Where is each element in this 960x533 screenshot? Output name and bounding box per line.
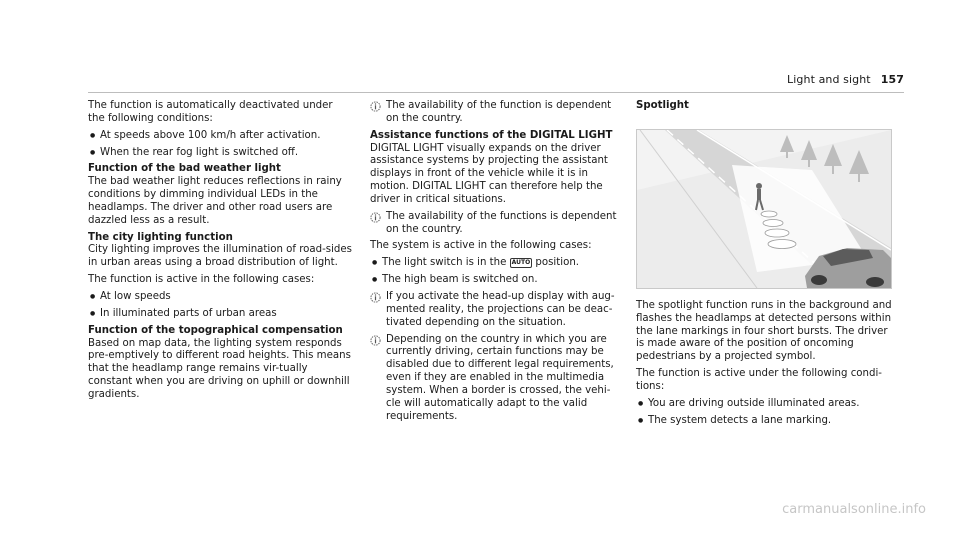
note-head-up-display bbox=[370, 291, 624, 330]
info-note-icon bbox=[370, 335, 381, 351]
list-item: ● The system detects a lane marking. bbox=[636, 415, 894, 428]
city-active-intro: The function is active in the following cases: bbox=[88, 274, 315, 286]
list-item: ● At low speeds bbox=[88, 291, 352, 304]
city-lighting-heading: The city lighting function bbox=[88, 231, 233, 243]
note-text: Depending on the country in which you are currently driving, certain functions may be disabled due to different legal requirements, even if they are enabled in the multimedia system. When a border is crossed, the vehi-cle will automatically adapt to the valid requirements. bbox=[386, 333, 614, 422]
page-header bbox=[787, 73, 904, 86]
info-note-icon bbox=[370, 212, 381, 228]
city-lighting-text: City lighting improves the illumination of road-sides in urban areas using a broad distribution of light. bbox=[88, 244, 352, 269]
spotlight-conditions-list bbox=[636, 398, 894, 428]
page-number: 157 bbox=[880, 73, 904, 86]
topographical-text: Based on map data, the lighting system responds pre-emptively to different road heights. This means that the headlamp range remains vir-tually constant when you are driving on uphill or downhill gradients. bbox=[88, 337, 351, 400]
info-note-icon bbox=[370, 292, 381, 308]
note-text: The availability of the functions is dependent on the country. bbox=[386, 210, 617, 235]
assistance-heading: Assistance functions of the DIGITAL LIGHT bbox=[370, 129, 613, 141]
bad-weather-text: The bad weather light reduces reflections in rainy conditions by dimming individual LEDs in the headlamps. The driver and other road users are dazzled less as a result. bbox=[88, 176, 342, 226]
spotlight-active-intro: The function is active under the following condi-tions: bbox=[636, 368, 882, 392]
column-right bbox=[636, 100, 894, 431]
topographical-heading: Function of the topographical compensation bbox=[88, 324, 343, 336]
note-country bbox=[370, 334, 624, 424]
column-middle bbox=[370, 100, 624, 427]
column-left bbox=[88, 100, 352, 406]
note-text: The availability of the function is dependent on the country. bbox=[386, 100, 612, 124]
header-divider bbox=[88, 92, 904, 93]
section-title: Light and sight bbox=[787, 73, 871, 86]
spotlight-heading: Spotlight bbox=[636, 100, 689, 111]
system-active-intro: The system is active in the following cases: bbox=[370, 240, 592, 252]
city-active-list bbox=[88, 291, 352, 321]
list-item: ● You are driving outside illuminated areas. bbox=[636, 398, 894, 411]
deactivation-intro: The function is automatically deactivated under the following conditions: bbox=[88, 100, 333, 124]
deactivation-list bbox=[88, 130, 352, 160]
list-item: ● In illuminated parts of urban areas bbox=[88, 308, 352, 321]
list-item: ● At speeds above 100 km/h after activation. bbox=[88, 130, 352, 143]
assistance-text: DIGITAL LIGHT visually expands on the driver assistance systems by projecting the assistant displays in front of the vehicle while it is in motion. DIGITAL LIGHT can therefore help the driver in critical situations. bbox=[370, 142, 608, 205]
note-availability bbox=[370, 100, 624, 126]
watermark: carmanualsonline.info bbox=[782, 502, 926, 517]
system-active-list bbox=[370, 257, 624, 287]
bad-weather-heading: Function of the bad weather light bbox=[88, 163, 281, 175]
note-text: If you activate the head-up display with aug-mented reality, the projections can be deac-tivated depending on the situation. bbox=[386, 290, 615, 328]
spotlight-text: The spotlight function runs in the background and flashes the headlamps at detected persons within the lane markings in four short bursts. The driver is made aware of the position of oncoming pedestrians by a projected symbol. bbox=[636, 299, 892, 363]
list-item: ● When the rear fog light is switched off. bbox=[88, 147, 352, 160]
info-note-icon bbox=[370, 101, 381, 117]
spotlight-illustration bbox=[636, 129, 892, 289]
note-availability-functions bbox=[370, 211, 624, 237]
list-item: ● The high beam is switched on. bbox=[370, 274, 624, 287]
auto-switch-icon: AUTO bbox=[511, 259, 531, 267]
list-item: ● The light switch is in the AUTO position. bbox=[370, 257, 624, 270]
